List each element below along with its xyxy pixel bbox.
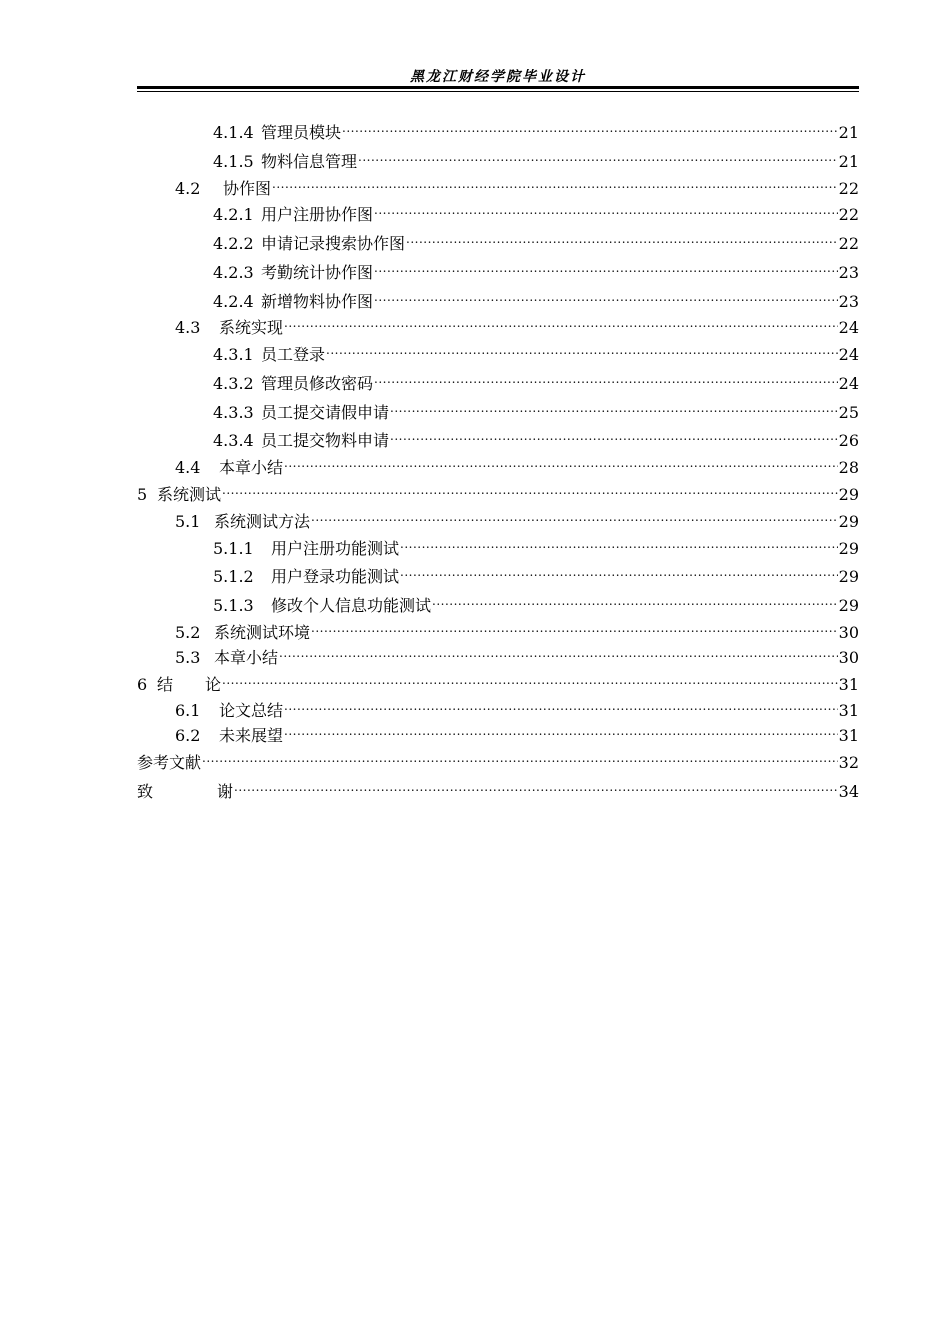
toc-page-number: 31: [838, 701, 859, 720]
toc-entry-5-1-1[interactable]: [213, 534, 859, 558]
toc-leader: [390, 398, 838, 418]
running-header: 黑龙江财经学院毕业设计: [410, 69, 586, 85]
toc-number: 5.1.3: [213, 596, 254, 615]
toc-entry-4-3-1[interactable]: [213, 340, 859, 364]
toc-leader: [358, 147, 838, 167]
toc-leader: [432, 591, 838, 611]
toc-title: 系统测试环境: [214, 623, 311, 642]
toc-leader: [406, 229, 838, 249]
toc-page-number: 23: [838, 292, 859, 311]
toc-leader: [284, 453, 838, 473]
toc-title: 系统测试方法: [214, 512, 311, 531]
header-rule-thick: [137, 86, 859, 89]
toc-page-number: 31: [838, 726, 859, 745]
toc-page-number: 25: [838, 403, 859, 422]
toc-page-number: 21: [838, 123, 859, 142]
toc-leader: [202, 748, 838, 768]
toc-leader: [342, 118, 838, 138]
toc-title: 管理员修改密码: [261, 374, 374, 393]
toc-title: 系统测试: [157, 485, 222, 504]
toc-page-number: 24: [838, 318, 859, 337]
toc-number: 4.3.4: [213, 431, 254, 450]
toc-leader: [234, 777, 838, 797]
toc-number: 4.2.1: [213, 205, 254, 224]
toc-entry-4-2-3[interactable]: [213, 258, 859, 282]
toc-title: 未来展望: [219, 726, 284, 745]
toc-title: 用户注册功能测试: [271, 539, 400, 558]
toc-entry-references[interactable]: [137, 748, 859, 772]
toc-page-number: 21: [838, 152, 859, 171]
toc-title: 新增物料协作图: [261, 292, 374, 311]
toc-entry-4-1-4[interactable]: [213, 118, 859, 142]
toc-leader: [390, 426, 838, 446]
toc-entry-4-4[interactable]: [175, 453, 859, 477]
toc-title: 申请记录搜索协作图: [261, 234, 406, 253]
toc-leader: [222, 480, 838, 500]
toc-number: 4.3: [175, 318, 201, 337]
toc-entry-4-3[interactable]: [175, 313, 859, 337]
toc-page-number: 29: [838, 567, 859, 586]
toc-leader: [374, 287, 838, 307]
toc-number: 5.1.2: [213, 567, 254, 586]
toc-entry-5-1-2[interactable]: [213, 562, 859, 586]
toc-entry-5-1[interactable]: [175, 507, 859, 531]
toc-title: 协作图: [223, 179, 272, 198]
toc-number: 4.4: [175, 458, 201, 477]
toc-title: 物料信息管理: [261, 152, 358, 171]
toc-title: 系统实现: [219, 318, 284, 337]
toc-number: 6.1: [175, 701, 201, 720]
toc-title: 结 论: [157, 675, 222, 694]
toc-number: 4.3.3: [213, 403, 254, 422]
toc-number: 6: [137, 675, 148, 694]
toc-page-number: 22: [838, 205, 859, 224]
toc-page-number: 32: [838, 753, 859, 772]
toc-entry-5-3[interactable]: [175, 643, 859, 667]
toc-leader: [222, 670, 838, 690]
toc-entry-4-2-2[interactable]: [213, 229, 859, 253]
header-rule-thin: [137, 91, 859, 92]
toc-title: 参考文献: [137, 753, 202, 772]
toc-entry-4-3-3[interactable]: [213, 398, 859, 422]
toc-page-number: 29: [838, 596, 859, 615]
toc-entry-4-3-2[interactable]: [213, 369, 859, 393]
toc-number: 4.1.5: [213, 152, 254, 171]
toc-leader: [284, 721, 838, 741]
toc-leader: [284, 313, 838, 333]
toc-page-number: 22: [838, 179, 859, 198]
toc-entry-6-2[interactable]: [175, 721, 859, 745]
toc-page-number: 34: [838, 782, 859, 801]
toc-page-number: 29: [838, 539, 859, 558]
toc-entry-4-3-4[interactable]: [213, 426, 859, 450]
toc-page-number: 29: [838, 485, 859, 504]
toc-leader: [374, 258, 838, 278]
toc-leader: [374, 200, 838, 220]
toc-entry-4-2-1[interactable]: [213, 200, 859, 224]
toc-page-number: 31: [838, 675, 859, 694]
toc-leader: [272, 174, 838, 194]
toc-leader: [326, 340, 838, 360]
toc-page-number: 24: [838, 374, 859, 393]
toc-page-number: 30: [838, 623, 859, 642]
toc-number: 6.2: [175, 726, 201, 745]
toc-page-number: 22: [838, 234, 859, 253]
toc-title: 修改个人信息功能测试: [271, 596, 432, 615]
toc-title: 员工提交物料申请: [261, 431, 390, 450]
toc-page-number: 26: [838, 431, 859, 450]
toc-entry-acknowledgements[interactable]: [137, 777, 859, 801]
toc-leader: [311, 507, 838, 527]
toc-number: 4.2: [175, 179, 201, 198]
toc-entry-6[interactable]: [137, 670, 859, 694]
toc-number: 4.2.3: [213, 263, 254, 282]
toc-leader: [284, 696, 838, 716]
toc-number: 4.3.2: [213, 374, 254, 393]
toc-number: 4.2.2: [213, 234, 254, 253]
toc-leader: [374, 369, 838, 389]
toc-title: 考勤统计协作图: [261, 263, 374, 282]
toc-number: 5.1: [175, 512, 201, 531]
toc-page-number: 24: [838, 345, 859, 364]
toc-entry-4-1-5[interactable]: [213, 147, 859, 171]
toc-entry-5-1-3[interactable]: [213, 591, 859, 615]
toc-page-number: 29: [838, 512, 859, 531]
toc-title: 论文总结: [219, 701, 284, 720]
toc-page-number: 23: [838, 263, 859, 282]
toc-title: 员工登录: [261, 345, 326, 364]
toc-entry-5[interactable]: [137, 480, 859, 504]
toc-title: 用户登录功能测试: [271, 567, 400, 586]
toc-title: 致 谢: [137, 782, 234, 801]
toc-leader: [400, 562, 838, 582]
toc-number: 5: [137, 485, 148, 504]
toc-entry-4-2-4[interactable]: [213, 287, 859, 311]
toc-number: 5.2: [175, 623, 201, 642]
toc-entry-4-2[interactable]: [175, 174, 859, 198]
toc-page-number: 30: [838, 648, 859, 667]
toc-number: 4.2.4: [213, 292, 254, 311]
toc-title: 管理员模块: [261, 123, 342, 142]
toc-page-number: 28: [838, 458, 859, 477]
toc-number: 4.1.4: [213, 123, 254, 142]
toc-title: 本章小结: [219, 458, 284, 477]
toc-leader: [400, 534, 838, 554]
toc-entry-6-1[interactable]: [175, 696, 859, 720]
toc-title: 本章小结: [214, 648, 279, 667]
toc-title: 员工提交请假申请: [261, 403, 390, 422]
toc-number: 5.3: [175, 648, 201, 667]
toc-entry-5-2[interactable]: [175, 618, 859, 642]
toc-leader: [279, 643, 838, 663]
toc-title: 用户注册协作图: [261, 205, 374, 224]
toc-number: 5.1.1: [213, 539, 254, 558]
toc-number: 4.3.1: [213, 345, 254, 364]
toc-leader: [311, 618, 838, 638]
